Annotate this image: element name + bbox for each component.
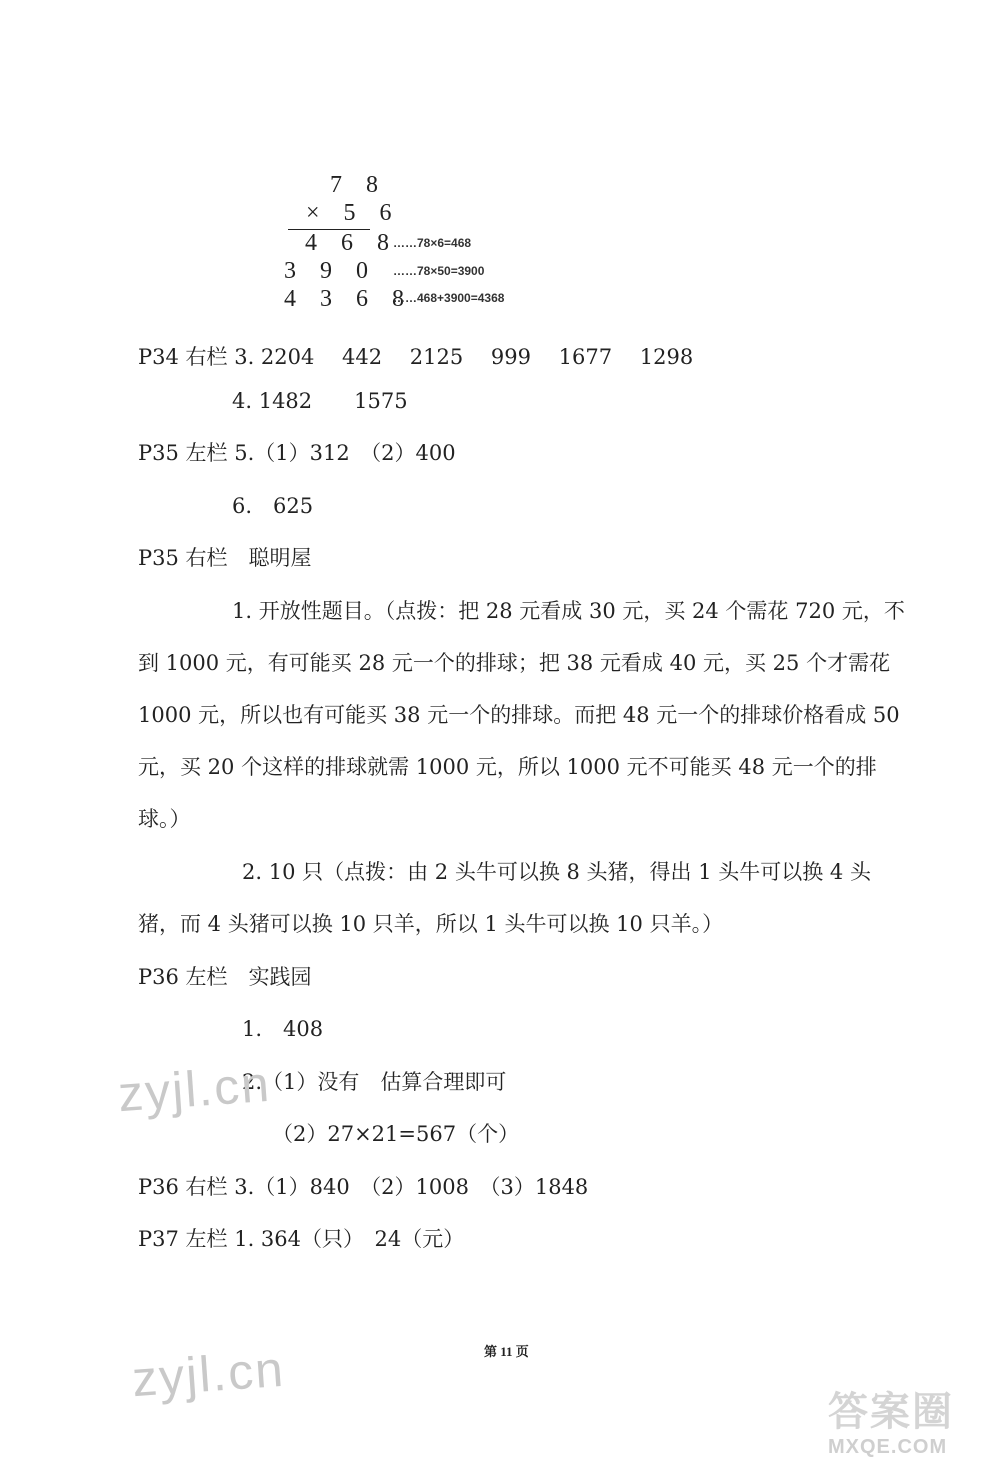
- p34-right-line-2: 4. 1482 1575: [232, 389, 408, 413]
- paragraph-1: 1. 开放性题目。（点拨：把 28 元看成 30 元，买 24 个需花 720 元，不到 1000 元，有可能买 28 元一个的排球；把 38 元看成 40 元，买 25 个才需花 1000 元，所以也有可能买 38 元一个的排球。而把 48 元一个的排球价格看成 50 元，买 20 个这样的排球就需 1000 元，所以 1000 元不可能买 48 元一个的排球。）: [138, 599, 905, 831]
- logo-text: 答案圈: [828, 1389, 954, 1435]
- p36-left-item-1: 1. 408: [242, 1017, 324, 1041]
- calc-multiplicand: 7 8: [330, 172, 387, 198]
- p35-left-line-1: P35 左栏 5.（1）312 （2）400: [138, 441, 456, 465]
- p36-left-item-2b: （2）27×21=567（个）: [272, 1122, 520, 1146]
- logo-url: MXQE.COM: [828, 1436, 948, 1458]
- p35-right-heading: P35 右栏 聪明屋: [138, 546, 312, 570]
- p36-left-item-2: 2.（1）没有 估算合理即可: [242, 1070, 507, 1094]
- calc-note-3: ……468+3900=4368: [393, 291, 505, 305]
- calc-note-2: ……78×50=3900: [393, 264, 485, 278]
- calc-result: 4 3 6 8: [284, 286, 413, 312]
- calc-partial-1: 4 6 8: [305, 230, 398, 256]
- calc-note-1: ……78×6=468: [393, 236, 472, 250]
- p34-right-line-1: P34 右栏 3. 2204 442 2125 999 1677 1298: [138, 345, 694, 369]
- calc-multiplier: × 5 6: [306, 200, 401, 226]
- p36-left-heading: P36 左栏 实践园: [138, 965, 312, 989]
- p35-left-line-2: 6. 625: [232, 494, 314, 518]
- site-logo: [820, 1380, 995, 1465]
- p37-left-line: P37 左栏 1. 364（只） 24（元）: [138, 1227, 465, 1251]
- page-number: 第 11 页: [484, 1344, 529, 1359]
- watermark-1: zyjl.cn: [116, 1055, 273, 1123]
- calc-partial-2: 3 9 0: [284, 258, 377, 284]
- watermark-2: zyjl.cn: [130, 1340, 287, 1408]
- paragraph-2: 2. 10 只（点拨：由 2 头牛可以换 8 头猪，得出 1 头牛可以换 4 头猪，而 4 头猪可以换 10 只羊，所以 1 头牛可以换 10 只羊。）: [138, 860, 871, 936]
- p36-right-line: P36 右栏 3.（1）840 （2）1008 （3）1848: [138, 1175, 589, 1199]
